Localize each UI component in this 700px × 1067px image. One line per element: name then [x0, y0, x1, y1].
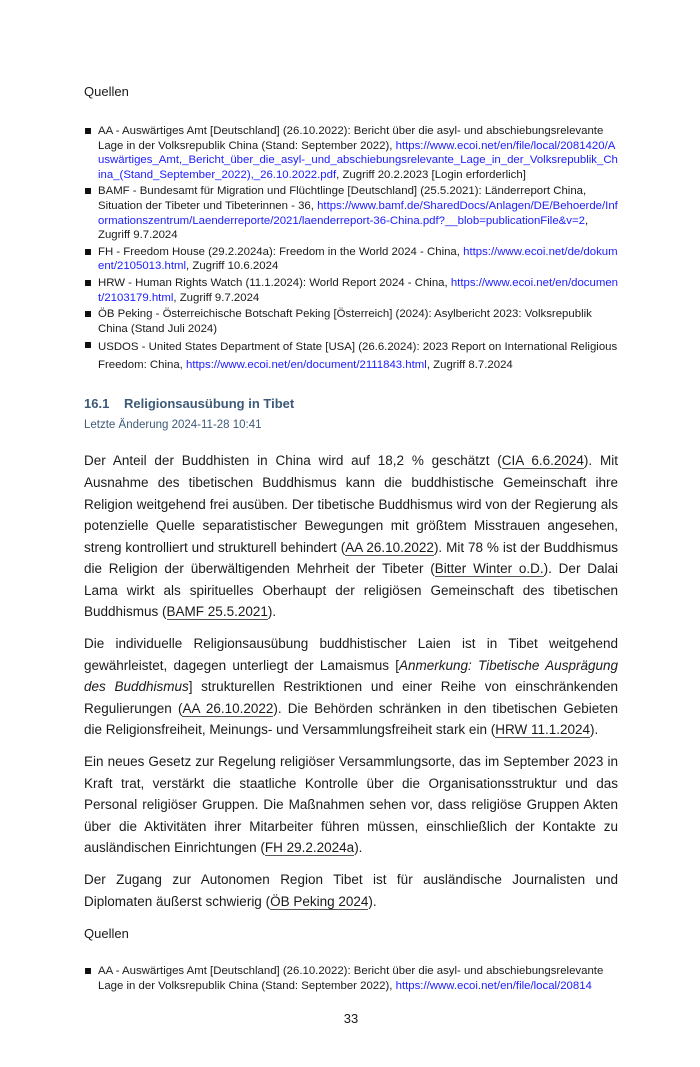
source-item: BAMF - Bundesamt für Migration und Flüchtlinge [Deutschland] (25.5.2021): Länderreport China, Situation der Tibeter und Tibeterinnen - 36, https://www.bamf.de/SharedDocs/Anlagen/DE/Behoerde/Informationszentrum/Laenderreporte/2021/laenderreport-36-China.pdf?__blob=publicationFile&v=2, Zugriff 9.7.2024 — [84, 184, 618, 242]
paragraph: Der Anteil der Buddhisten in China wird auf 18,2 % geschätzt (CIA 6.6.2024). Mit Ausnahme des tibetischen Buddhismus kann die buddhistische Gemeinschaft ihre Religion weitgehend frei ausüben. Der tibetische Buddhismus wird von der Regierung als potenzielle Quelle separatistischer Bewegungen mit größtem Misstrauen angesehen, streng kontrolliert und strukturell behindert (AA 26.10.2022). Mit 78 % ist der Buddhismus die Religion der überwältigenden Mehrheit der Tibeter (Bitter Winter o.D.). Der Dalai Lama wirkt als spirituelles Oberhaupt der religiösen Gemeinschaft des tibetischen Buddhismus (BAMF 25.5.2021). — [84, 453, 618, 620]
source-item: HRW - Human Rights Watch (11.1.2024): World Report 2024 - China, https://www.ecoi.net/en/document/2103179.html, Zugriff 9.7.2024 — [84, 276, 618, 305]
source-item: ÖB Peking - Österreichische Botschaft Peking [Österreich] (2024): Asylbericht 2023: Volksrepublik China (Stand Juli 2024) — [84, 307, 618, 336]
citation-link[interactable]: BAMF 25.5.2021 — [166, 604, 268, 620]
sources-label: Quellen — [84, 926, 129, 942]
section-heading: 16.1 Religionsausübung in Tibet — [84, 396, 295, 412]
citation-link[interactable]: AA 26.10.2022 — [345, 539, 434, 555]
sources-list — [84, 124, 618, 376]
source-link[interactable]: https://www.ecoi.net/en/file/local/2081420/Auswärtiges_Amt,_Bericht_über_die_asyl-_und_abschiebungsrelevante_Lage_in_der_Volksrepublik_China_(Stand_September_2022),_26.10.2022.pdf — [98, 139, 618, 181]
citation-link[interactable]: Bitter Winter o.D. — [434, 561, 544, 577]
citation-link[interactable]: CIA 6.6.2024 — [501, 453, 584, 469]
citation-link[interactable]: ÖB Peking 2024 — [270, 893, 369, 909]
paragraph: Die individuelle Religionsausübung buddhistischer Laien ist in Tibet weitgehend gewährleistet, dagegen unterliegt der Lamaismus [Anmerkung: Tibetische Ausprägung des Buddhismus] strukturellen Restriktionen und einer Reihe von einschränkenden Regulierungen (AA 26.10.2022). Die Behörden schränken in den tibetischen Gebieten die Religionsfreiheit, Meinungs- und Versammlungsfreiheit stark ein (HRW 11.1.2024). — [84, 636, 619, 738]
source-link[interactable]: https://www.ecoi.net/en/document/2103179.html — [98, 276, 618, 304]
citation-link[interactable]: HRW 11.1.2024 — [495, 722, 591, 738]
source-item: AA - Auswärtiges Amt [Deutschland] (26.10.2022): Bericht über die asyl- und abschiebungsrelevante Lage in der Volksrepublik China (Stand: September 2022), https://www.ecoi.net/en/file/local/20814 — [84, 964, 618, 993]
source-link[interactable]: https://www.bamf.de/SharedDocs/Anlagen/DE/Behoerde/Informationszentrum/Laenderreporte/2021/laenderreport-36-China.pdf?__blob=publicationFile&v=2 — [98, 199, 618, 227]
source-item: FH - Freedom House (29.2.2024a): Freedom in the World 2024 - China, https://www.ecoi.net/de/dokument/2105013.html, Zugriff 10.6.2024 — [84, 245, 618, 274]
source-link[interactable]: https://www.ecoi.net/de/dokument/2105013.html — [98, 245, 618, 273]
source-item: USDOS - United States Department of State [USA] (26.6.2024): 2023 Report on International Religious Freedom: China, https://www.ecoi.net/en/document/2111843.html, Zugriff 8.7.2024 — [84, 338, 618, 374]
paragraph: Der Zugang zur Autonomen Region Tibet ist für ausländische Journalisten und Diplomaten äußerst schwierig (ÖB Peking 2024). — [84, 872, 618, 909]
sources-list — [84, 964, 618, 995]
source-item: AA - Auswärtiges Amt [Deutschland] (26.10.2022): Bericht über die asyl- und abschiebungsrelevante Lage in der Volksrepublik China (Stand: September 2022), https://www.ecoi.net/en/file/local/2081420/Auswärtiges_Amt,_Bericht_über_die_asyl-_und_abschiebungsrelevante_Lage_in_der_Volksrepublik_China_(Stand_September_2022),_26.10.2022.pdf, Zugriff 20.2.2023 [Login erforderlich] — [84, 124, 618, 182]
sources-label: Quellen — [84, 84, 129, 99]
section-body — [84, 450, 618, 922]
paragraph: Ein neues Gesetz zur Regelung religiöser Versammlungsorte, das im September 2023 in Kraft trat, verstärkt die staatliche Kontrolle über die Organisationsstruktur und das Personal religiöser Gruppen. Die Maßnahmen sehen vor, dass religiöse Gruppen Akten über die Aktivitäten ihrer Mitarbeiter führen müssen, einschließlich der Kontakte zu ausländischen Einrichtungen (FH 29.2.2024a). — [84, 754, 618, 856]
citation-link[interactable]: AA 26.10.2022 — [182, 700, 274, 716]
source-link[interactable]: https://www.ecoi.net/en/file/local/20814 — [395, 979, 592, 992]
source-link[interactable]: https://www.ecoi.net/en/document/2111843.html — [186, 359, 427, 372]
last-change: Letzte Änderung 2024-11-28 10:41 — [84, 419, 262, 432]
page-number: 33 — [343, 1011, 359, 1027]
citation-link[interactable]: FH 29.2.2024a — [264, 840, 355, 856]
